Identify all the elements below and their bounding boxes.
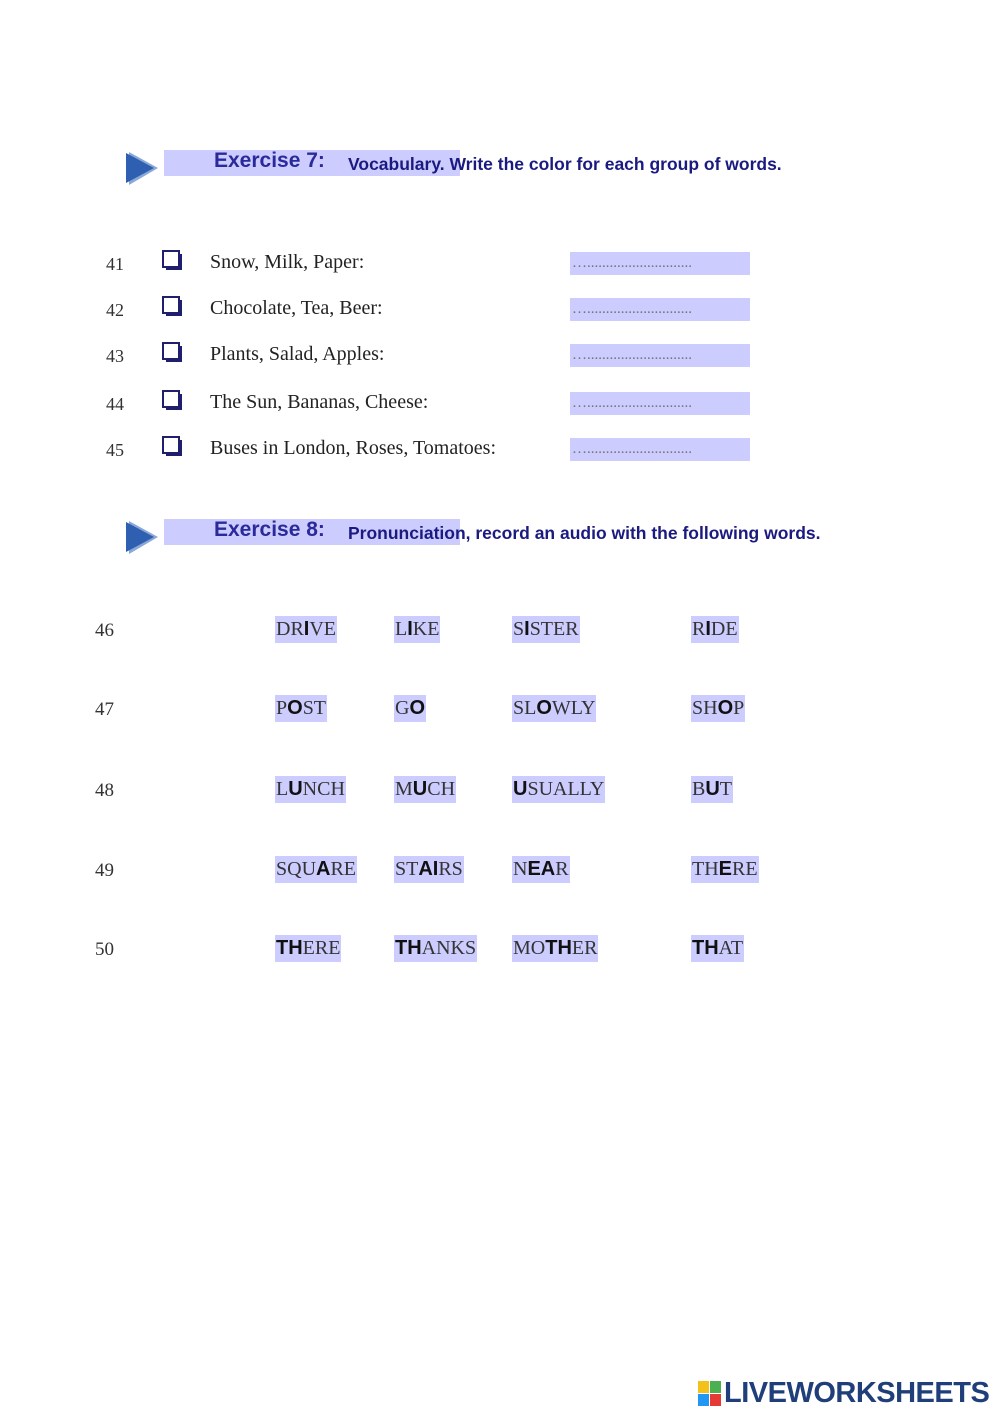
word-suffix: R bbox=[555, 858, 569, 880]
color-answer-input[interactable] bbox=[570, 438, 750, 461]
stressed-sound: AI bbox=[418, 858, 439, 880]
stressed-sound: O bbox=[717, 697, 734, 719]
item-number: 41 bbox=[106, 254, 124, 274]
word-suffix: NCH bbox=[302, 778, 345, 800]
word-prefix: MO bbox=[513, 937, 546, 959]
row-number: 49 bbox=[95, 860, 114, 881]
checkbox-icon[interactable] bbox=[162, 390, 184, 412]
exercise-8-title: Exercise 8: bbox=[214, 518, 325, 541]
vocab-item bbox=[0, 340, 1000, 370]
row-number: 50 bbox=[95, 939, 114, 960]
item-number: 42 bbox=[106, 300, 124, 320]
word-suffix: ER bbox=[571, 937, 598, 959]
pronunciation-word bbox=[394, 616, 440, 643]
word-suffix: RS bbox=[438, 858, 463, 880]
word-prefix: SQU bbox=[276, 858, 317, 880]
pronunciation-word bbox=[691, 856, 759, 883]
liveworksheets-logo-icon bbox=[698, 1381, 722, 1407]
pronunciation-word bbox=[275, 616, 337, 643]
item-words: The Sun, Bananas, Cheese: bbox=[210, 391, 429, 413]
item-words: Plants, Salad, Apples: bbox=[210, 343, 385, 365]
word-prefix: SH bbox=[692, 697, 718, 719]
row-number: 47 bbox=[95, 699, 114, 720]
pronunciation-word bbox=[394, 695, 426, 722]
stressed-sound: O bbox=[409, 697, 426, 719]
pronunciation-row bbox=[0, 776, 1000, 806]
pronunciation-row bbox=[0, 856, 1000, 886]
pronunciation-row bbox=[0, 695, 1000, 725]
word-prefix: P bbox=[276, 697, 288, 719]
stressed-sound: I bbox=[524, 618, 530, 640]
stressed-sound: O bbox=[287, 697, 303, 719]
stressed-sound: U bbox=[412, 778, 428, 800]
word-prefix: DR bbox=[276, 618, 304, 640]
item-number: 43 bbox=[106, 346, 124, 366]
liveworksheets-logo bbox=[698, 1377, 998, 1411]
pronunciation-word bbox=[275, 935, 341, 962]
stressed-sound: TH bbox=[276, 937, 303, 959]
vocab-item bbox=[0, 294, 1000, 324]
word-prefix: L bbox=[276, 778, 289, 800]
word-suffix: T bbox=[719, 778, 733, 800]
stressed-sound: E bbox=[718, 858, 733, 880]
pronunciation-row bbox=[0, 935, 1000, 965]
pronunciation-word bbox=[394, 856, 464, 883]
pronunciation-word bbox=[512, 856, 570, 883]
arrow-right-icon bbox=[124, 150, 160, 186]
row-number: 46 bbox=[95, 620, 114, 641]
pronunciation-word bbox=[394, 776, 456, 803]
word-suffix: CH bbox=[427, 778, 456, 800]
word-suffix: ERE bbox=[302, 937, 341, 959]
stressed-sound: U bbox=[705, 778, 720, 800]
word-prefix: R bbox=[692, 618, 706, 640]
word-suffix: KE bbox=[412, 618, 440, 640]
pronunciation-word bbox=[691, 776, 733, 803]
pronunciation-word bbox=[275, 695, 327, 722]
checkbox-icon[interactable] bbox=[162, 250, 184, 272]
stressed-sound: U bbox=[288, 778, 303, 800]
word-suffix: ST bbox=[302, 697, 327, 719]
word-suffix: DE bbox=[710, 618, 738, 640]
exercise-7-header bbox=[124, 148, 924, 188]
word-prefix: SL bbox=[513, 697, 537, 719]
color-answer-input[interactable] bbox=[570, 252, 750, 275]
word-suffix: VE bbox=[309, 618, 337, 640]
stressed-sound: I bbox=[705, 618, 711, 640]
pronunciation-word bbox=[691, 935, 744, 962]
exercise-7-instruction: Vocabulary. Write the color for each group of words. bbox=[348, 154, 782, 174]
exercise-7-title: Exercise 7: bbox=[214, 149, 325, 172]
stressed-sound: U bbox=[513, 778, 528, 800]
checkbox-icon[interactable] bbox=[162, 342, 184, 364]
word-suffix: P bbox=[733, 697, 745, 719]
stressed-sound: TH bbox=[545, 937, 572, 959]
word-prefix: L bbox=[395, 618, 408, 640]
color-answer-input[interactable] bbox=[570, 344, 750, 367]
checkbox-icon[interactable] bbox=[162, 436, 184, 458]
stressed-sound: O bbox=[536, 697, 552, 719]
vocab-item bbox=[0, 388, 1000, 418]
word-prefix: N bbox=[513, 858, 528, 880]
word-suffix: SUALLY bbox=[527, 778, 605, 800]
stressed-sound: EA bbox=[527, 858, 556, 880]
stressed-sound: TH bbox=[395, 937, 422, 959]
pronunciation-word bbox=[512, 935, 598, 962]
item-number: 45 bbox=[106, 440, 124, 460]
word-prefix: TH bbox=[692, 858, 719, 880]
word-prefix: B bbox=[692, 778, 706, 800]
word-suffix: RE bbox=[330, 858, 357, 880]
word-suffix: AT bbox=[718, 937, 744, 959]
item-number: 44 bbox=[106, 394, 124, 414]
stressed-sound: I bbox=[407, 618, 413, 640]
pronunciation-word bbox=[512, 776, 605, 803]
row-number: 48 bbox=[95, 780, 114, 801]
color-answer-input[interactable] bbox=[570, 298, 750, 321]
stressed-sound: A bbox=[316, 858, 331, 880]
checkbox-icon[interactable] bbox=[162, 296, 184, 318]
word-suffix: STER bbox=[529, 618, 579, 640]
logo-text: LIVEWORKSHEETS bbox=[724, 1377, 990, 1409]
pronunciation-word bbox=[512, 616, 580, 643]
word-suffix: RE bbox=[732, 858, 758, 880]
word-suffix: ANKS bbox=[421, 937, 477, 959]
pronunciation-word bbox=[691, 616, 739, 643]
exercise-8-instruction: Pronunciation, record an audio with the following words. bbox=[348, 523, 821, 543]
stressed-sound: I bbox=[303, 618, 310, 640]
word-prefix: M bbox=[395, 778, 413, 800]
word-suffix: WLY bbox=[551, 697, 596, 719]
item-words: Chocolate, Tea, Beer: bbox=[210, 297, 383, 319]
pronunciation-word bbox=[394, 935, 477, 962]
word-prefix: S bbox=[513, 618, 525, 640]
item-words: Buses in London, Roses, Tomatoes: bbox=[210, 437, 497, 459]
color-answer-input[interactable] bbox=[570, 392, 750, 415]
pronunciation-word bbox=[275, 776, 346, 803]
word-prefix: ST bbox=[395, 858, 419, 880]
pronunciation-word bbox=[275, 856, 357, 883]
pronunciation-word bbox=[691, 695, 745, 722]
exercise-8-header bbox=[124, 517, 924, 557]
pronunciation-row bbox=[0, 616, 1000, 646]
stressed-sound: TH bbox=[692, 937, 719, 959]
vocab-item bbox=[0, 248, 1000, 278]
vocab-item bbox=[0, 434, 1000, 464]
item-words: Snow, Milk, Paper: bbox=[210, 251, 365, 273]
arrow-right-icon bbox=[124, 519, 160, 555]
word-prefix: G bbox=[395, 697, 410, 719]
pronunciation-word bbox=[512, 695, 596, 722]
